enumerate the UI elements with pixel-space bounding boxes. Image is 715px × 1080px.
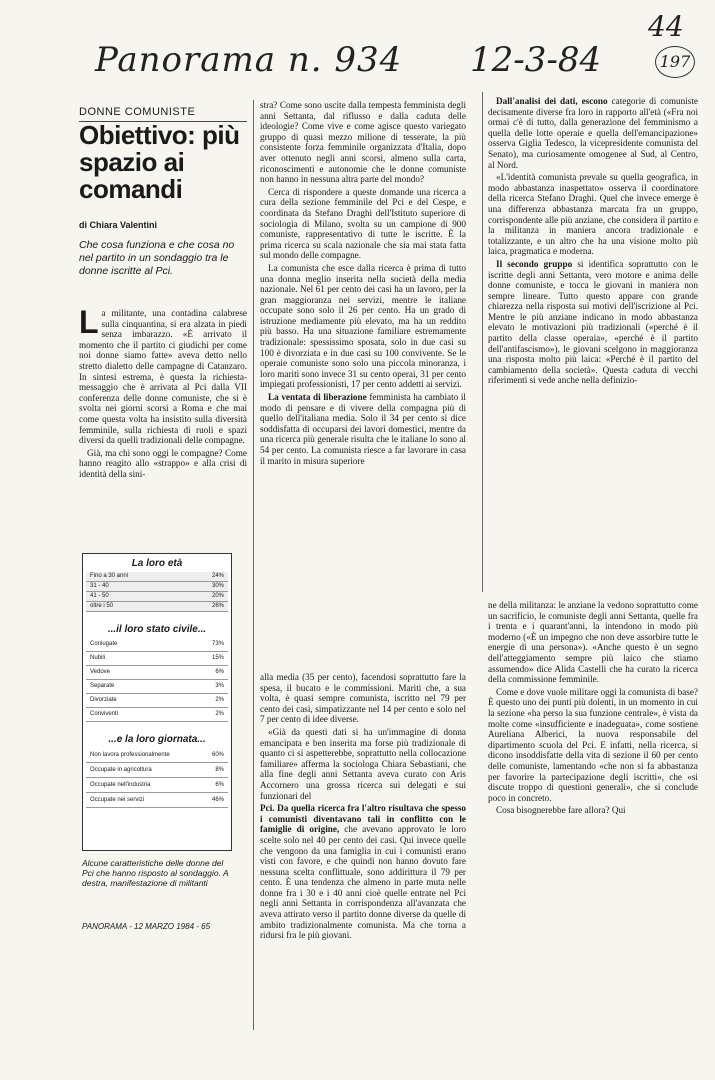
col5-paragraph: Come e dove vuole militare oggi la comunista di base? È questo uno dei punti più dolenti, in un momento in cui la sezione «ha perso la sua funzione centrale», è vista da molte come «insufficiente e inadeguata», come sostiene Aureliana Alberici, la nuova responsabile del dipartimento scuola del Pci. E infatti, nella ricerca, si dicono insoddisfatte della vita di sezione il 60 per cento delle comuniste, lamentando «che non si fa abbastanza per favorire la partecipazione degli iscritti», che «si discute troppo di questioni generali», che si conclude poco in concreto. (488, 686, 698, 803)
col2-paragraph: femminista ha cambiato il modo di pensare e di vivere della compagna più di quello dell'italiana media. Solo il 34 per cento si dice soddisfatta di occuparsi dei lavori domestici, mentre da una ricerca più generale risulta che le italiane lo sono al 54 per cento. La comunista riesce a far lavorare in casa il marito in misura superiore (260, 392, 466, 466)
table-row: Occupate nei servizi 46% (86, 793, 228, 808)
table-title-civil: ...il loro stato civile... (107, 624, 207, 635)
col2-paragraph: Cerca di rispondere a queste domande una ricerca a cura della sezione femminile del Pci e del Cespe, e coordinata da Stefano Draghi dell'Istituto superiore di sociologia di Milano, svolta su un campione di 900 comuniste, rappresentativo di tutte le iscritte. È la prima ricerca su scala nazionale che sia mai stata fatta sul mondo delle compagne. (260, 186, 466, 261)
col1-paragraph: Già, ma chi sono oggi le compagne? Come hanno reagito allo «strappo» e alla crisi di identità della sini- (79, 447, 247, 479)
table-row: Fino a 30 anni 24% (86, 572, 228, 582)
table-row: Conviventi 2% (86, 708, 228, 722)
section-label: DONNE COMUNISTE (79, 106, 196, 118)
col3-bold-text: Pci. Da quella ricerca fra l'altro risultava che spesso i comunisti diventavano tali in conflitto con le famiglie di origine, (260, 803, 466, 835)
col3-paragraph: alla media (35 per cento), facendosi soprattutto fare la spesa, il bucato e le commissioni. Mariti che, a sua volta, è quasi sempre comunista, iscritto nel 79 per cento dei casi, simpatizzante nel 14 per cento e solo nel 7 per cento di idee diverse. (260, 672, 466, 725)
byline: di Chiara Valentini (79, 220, 158, 230)
table-row: Separate 3% (86, 680, 228, 694)
table-row: 41 - 50 20% (86, 592, 228, 602)
table-row: Occupate in agricoltura 8% (86, 763, 228, 778)
col1-paragraph: a militante, una contadina calabrese sulla cinquantina, si era alzata in piedi senza imbarazzo. «È arrivato il momento che il partito ci giudichi per come noi donne siamo fatte» aveva detto nello stretto dialetto delle campagne di Catanzaro. In sintesi estrema, è questa la richiesta-messaggio che è arrivata al Pci dalla VII conferenza delle donne comuniste, che si è svolta nei giorni scorsi a Roma e che mai come questa volta ha insistito sulla diversità femminile, sulla richiesta di ruoli e spazi diversi da quelli tradizionali delle compagne. (79, 308, 247, 446)
col4-paragraph: «L'identità comunista prevale su quella geografica, in modo abbastanza inaspettato» osserva il coordinatore della ricerca Stefano Draghi. Quel che invece emerge è una differenza abbastanza marcata fra un gruppo, corrispondente alle più anziane, che considera il partito e la militanza in maniera ancora tradizionale e totalizzante, e un altro che ha una visione molto più laica, pragmatica e moderna. (488, 172, 698, 257)
table-title-age: La loro età (131, 558, 183, 569)
col5-paragraph: ne della militanza: le anziane la vedono soprattutto come un sacrificio, le comuniste degli anni Settanta, quelle fra i trenta e i quarant'anni, la intendono in modo più moderno («È un impegno che non deve assorbire tutte le energie di una persona»). «Anche questo è un segno dell'atteggiamento sempre più laico che stiamo assumendo» dice Alida Castelli che ha curato la ricerca della commissione femminile. (488, 600, 698, 685)
day-rows (86, 748, 228, 808)
table-row: Nubili 15% (86, 652, 228, 666)
table-row: oltre i 50 26% (86, 602, 228, 612)
column-rule (482, 92, 483, 592)
column-4 (488, 96, 698, 388)
table-row: Divorziate 2% (86, 694, 228, 708)
col2-paragraph: stra? Come sono uscite dalla tempesta femminista degli anni Settanta, dal riflusso e dalla caduta delle ideologie? Come vive e come agisce questo variegato gruppo di quasi mezzo milione di tesserate, la più consistente forza femminile organizzata d'Italia, dopo aver ottenuto negli anni scorsi, almeno sulla carta, riconoscimenti e autonomie che le donne comuniste non hanno in nessuna altra parte del mondo? (260, 100, 466, 185)
column-rule (253, 100, 254, 1030)
column-3 (260, 672, 466, 943)
table-row: Coniugate 73% (86, 638, 228, 652)
handwritten-source: Panorama n. 934 (95, 40, 403, 80)
col4-lead: Il secondo gruppo (496, 258, 573, 269)
handwritten-page-number: 44 (648, 10, 684, 43)
table-row: 31 - 40 30% (86, 582, 228, 592)
subtitle: Che cosa funziona e che cosa no nel partito in un sondaggio tra le donne iscritte al Pci. (79, 239, 235, 277)
col4-paragraph: si identifica soprattutto con le iscritte degli anni Settanta, vero motore e anima delle donne comuniste, e tocca le giovani in maniera non sempre lineare. Tutto questo appare con grande chiarezza nella risposta sui motivi dell'iscrizione al Pci. Mentre le più anziane indicano in modo abbastanza elevato le motivazioni più tradizionali («perché è il partito della classe operaia», «perché è il partito dell'antifascismo»), le giovani scelgono in maggioranza una risposta molto più laica: «Perché è il partito del cambiamento della società». Questa caduta di vecchi riferimenti si vede anche nella definizio- (488, 258, 698, 386)
table-row: Non lavora professionalmente 60% (86, 748, 228, 763)
table-title-day: ...e la loro giornata... (108, 734, 206, 745)
column-1 (79, 304, 247, 482)
circled-page-number (655, 46, 695, 78)
col3-paragraph: che avevano approvato le loro scelte solo nel 40 per cento dei casi. Qui invece quelle che vengono da una famiglia in cui i comunisti erano visti con favore, e che quindi non hanno dovuto fare nessuna scelta conflittuale, sono addirittura il 79 per cento. È una tendenza che almeno in parte muta nelle donne fra i 30 e i 40 anni cioè quelle entrate nel Pci negli anni Settanta in corrispondenza all'avanzata che aveva attirato verso il partito donne diverse da quelle di ambito tradizionalmente comunista. Ma che torna a ridursi fra le più giovani. (260, 824, 467, 941)
table-caption: Alcune caratteristiche delle donne del Pci che hanno risposto al sondaggio. A destra, manifestazione di militanti (82, 858, 229, 888)
handwritten-date: 12-3-84 (470, 40, 602, 80)
col4-paragraph: categorie di comuniste decisamente diverse fra loro in rapporto all'età («Fra noi ormai c'è di tutto, dalla generazione del femminismo a quella delle lotte operaie e quella dell'emancipazione» osserva Giglia Tedesco, la vicepresidente comunista del Senato), ma curiosamente omogenee al Sud, al Centro, al Nord. (488, 96, 698, 170)
civil-rows (86, 638, 228, 722)
col2-lead: La ventata di liberazione (268, 392, 367, 403)
col5-paragraph: Cosa bisognerebbe fare allora? Qui (496, 805, 626, 816)
drop-cap: L (79, 304, 99, 340)
table-row: Vedove 6% (86, 666, 228, 680)
col3-paragraph: «Già da questi dati si ha un'immagine di donna emancipata e ben inserita ma forse più tradizionale di quanto ci si aspetterebbe, soprattutto nella collocazione familiare» afferma la sociologa Chiara Sebastiani, che alla fine degli anni Settanta aveva curato con Aris Accornero una grossa ricerca sui delegati e sui funzionari del (260, 726, 466, 801)
col4-lead: Dall'analisi dei dati, escono (496, 96, 608, 106)
circled-number-text: 197 (659, 52, 691, 71)
age-rows (86, 572, 228, 612)
article-title: Obiettivo: più spazio ai comandi (79, 120, 240, 204)
col2-paragraph: La comunista che esce dalla ricerca è prima di tutto una donna meglio inserita nella società della media nazionale. Nel 61 per cento dei casi ha un lavoro, per la gran maggioranza nei servizi, mentre le italiane occupate sono solo il 26 per cento. Ha un grado di istruzione mediamente più elevato, ma ha un reddito più basso. Ha una situazione familiare estremamente tradizionale: spessissimo sposata, solo in due casi su 100 è divorziata e in due casi su 100 conviventе. Se le operaie comuniste sono solo una piccola minoranza, i loro mariti sono invece 31 su cento operai, 31 per cento impiegati professionisti, 17 per cento addetti ai servizi. (260, 262, 466, 390)
column-2 (260, 100, 466, 468)
stats-table (82, 553, 232, 851)
page-footer: PANORAMA - 12 MARZO 1984 - 65 (82, 922, 211, 931)
table-row: Occupate nell'industria 6% (86, 778, 228, 793)
column-5 (488, 600, 698, 818)
